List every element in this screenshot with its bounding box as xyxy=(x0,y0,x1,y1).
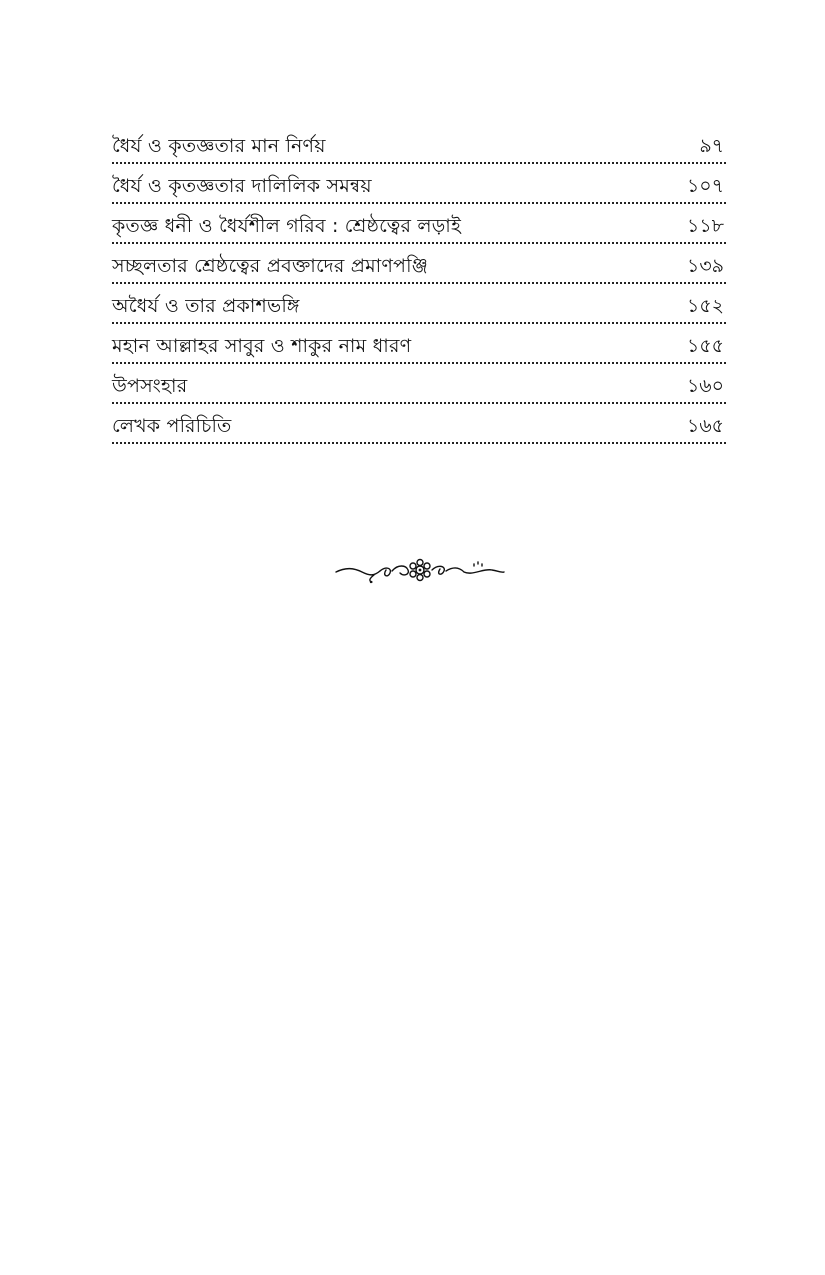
toc-entry-title: কৃতজ্ঞ ধনী ও ধৈর্যশীল গরিব : শ্রেষ্ঠত্বের লড়াই xyxy=(112,215,462,237)
toc-entry[interactable] xyxy=(112,366,726,404)
toc-entry-title: লেখক পরিচিতি xyxy=(112,415,232,437)
toc-entry-page: ১৫২ xyxy=(686,295,724,317)
toc-entry-page: ১৬৫ xyxy=(686,415,724,437)
toc-entry-title: ধৈর্য ও কৃতজ্ঞতার মান নির্ণয় xyxy=(112,135,326,157)
toc-entry-page: ১৬০ xyxy=(686,375,724,397)
toc-entry-title: ধৈর্য ও কৃতজ্ঞতার দালিলিক সমন্বয় xyxy=(112,175,372,197)
toc-entry-title: মহান আল্লাহর সাবুর ও শাকুর নাম ধারণ xyxy=(112,335,412,357)
toc-entry[interactable] xyxy=(112,286,726,324)
toc-entry-page: ৯৭ xyxy=(699,135,724,157)
toc-entry-title: উপসংহার xyxy=(112,375,188,397)
toc-entry[interactable] xyxy=(112,326,726,364)
toc-entry-title: সচ্ছলতার শ্রেষ্ঠত্বের প্রবক্তাদের প্রমাণপঞ্জি xyxy=(112,255,429,277)
toc-entry-page: ১৩৯ xyxy=(686,255,724,277)
toc-entry-page: ১৫৫ xyxy=(687,335,724,357)
toc-entry[interactable] xyxy=(112,166,726,204)
toc-entry[interactable] xyxy=(112,126,726,164)
toc-entry-page: ১১৮ xyxy=(687,215,724,237)
floral-divider-icon xyxy=(334,556,506,586)
toc-entry-page: ১০৭ xyxy=(686,175,724,197)
toc-entry-title: অধৈর্য ও তার প্রকাশভঙ্গি xyxy=(112,295,300,317)
table-of-contents xyxy=(112,126,726,446)
toc-entry[interactable] xyxy=(112,206,726,244)
toc-entry[interactable] xyxy=(112,406,726,444)
toc-entry[interactable] xyxy=(112,246,726,284)
